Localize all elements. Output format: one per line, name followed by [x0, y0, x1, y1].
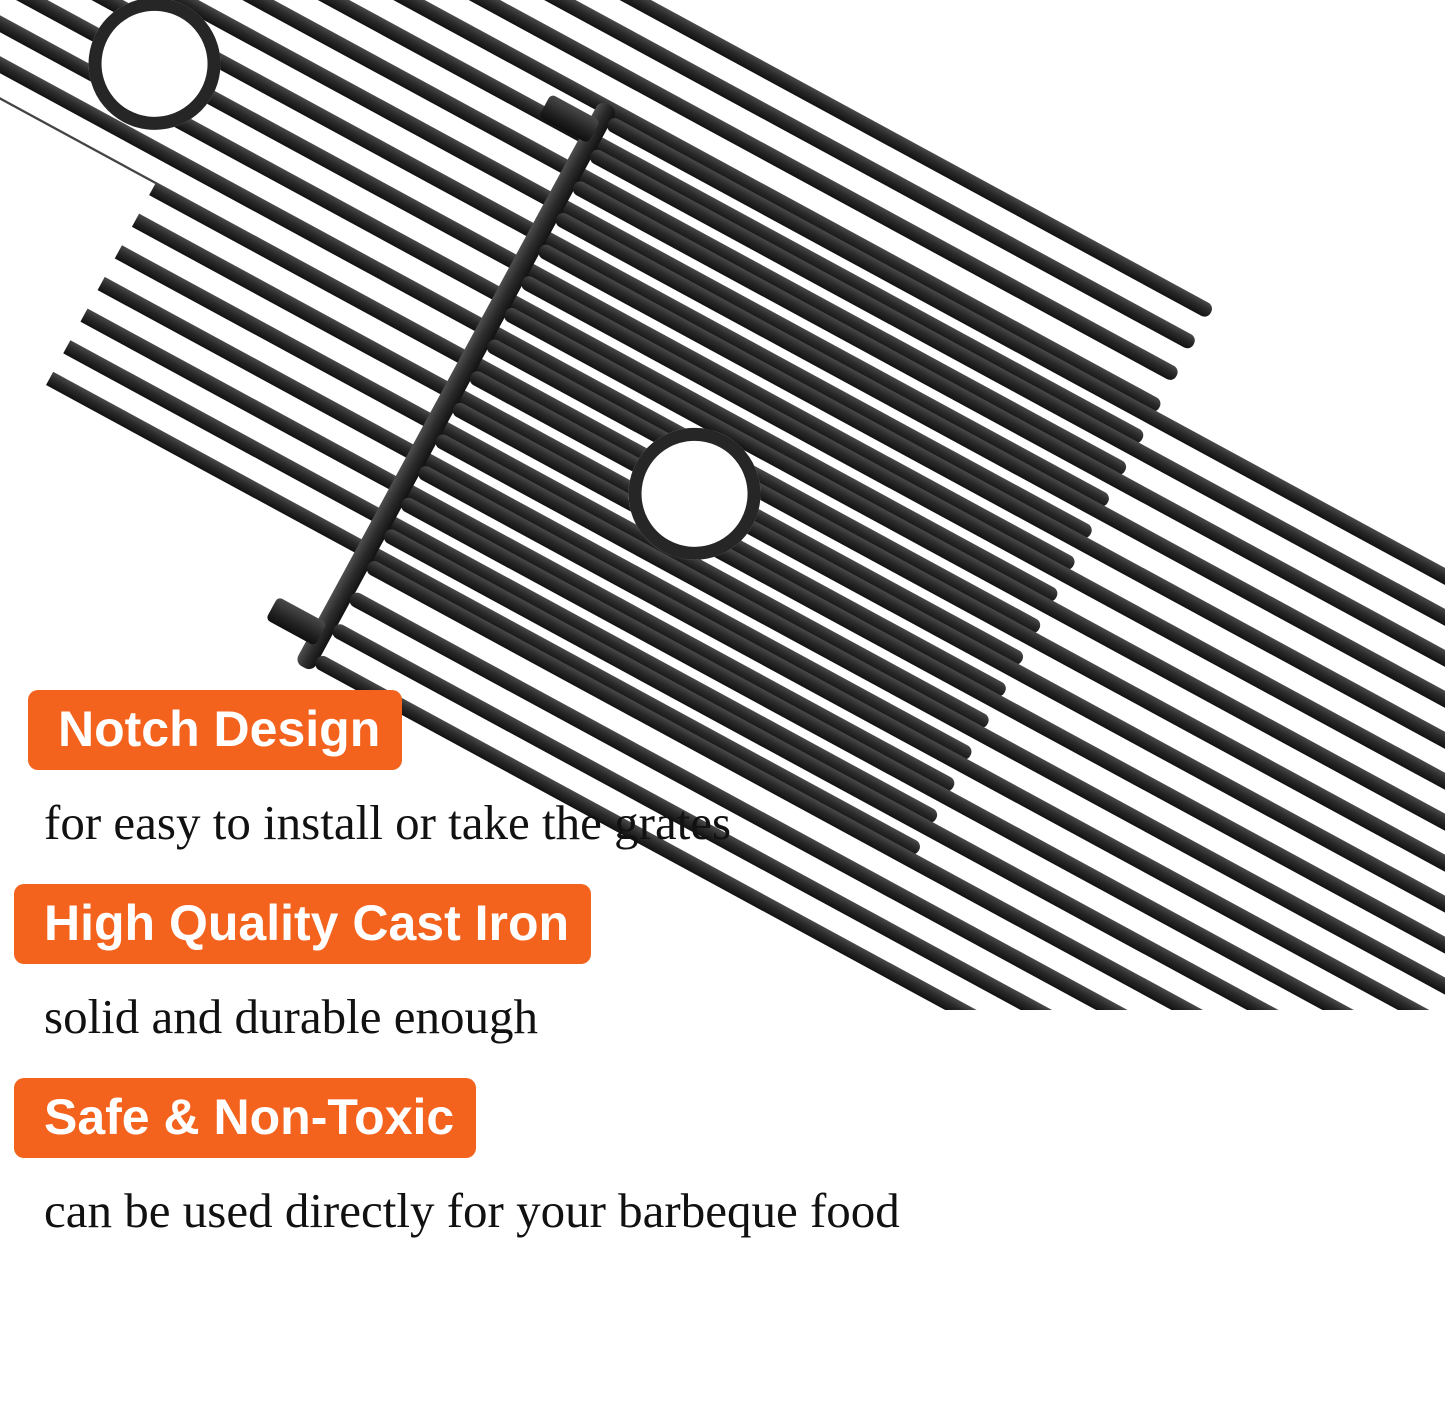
- feature-description: solid and durable enough: [44, 988, 538, 1044]
- grate-mount-tab-bottom: [266, 597, 328, 647]
- feature-list: [0, 690, 1445, 1272]
- feature-description: can be used directly for your barbeque food: [44, 1182, 900, 1238]
- feature-title-badge: High Quality Cast Iron: [14, 884, 591, 964]
- feature-description: for easy to install or take the grates: [44, 795, 732, 850]
- feature-high-quality-cast-iron: [0, 884, 1445, 1074]
- feature-title-badge: Notch Design: [28, 690, 402, 770]
- feature-safe-non-toxic: [0, 1078, 1445, 1268]
- feature-notch-design: [0, 690, 1445, 880]
- grate-notch-ring: [605, 404, 784, 583]
- feature-title-badge: Safe & Non-Toxic: [14, 1078, 476, 1158]
